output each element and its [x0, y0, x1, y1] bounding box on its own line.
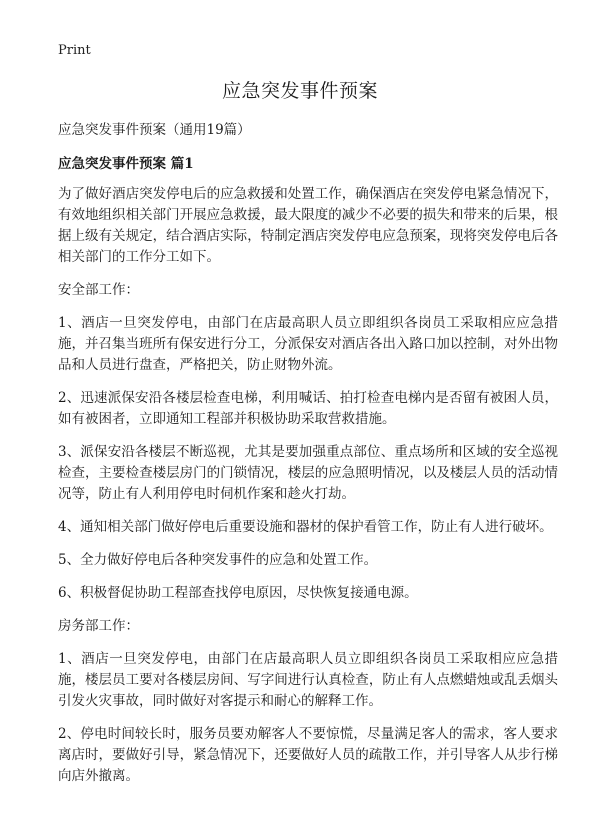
security-dept-heading: 安全部工作： [58, 282, 139, 298]
intro-paragraph: 为了做好酒店突发停电后的应急救援和处置工作，确保酒店在突发停电紧急情况下，有效地组织相关部门开展应急救援，最大限度的减少不必要的损失和带来的后果，根据上级有关规定，结合酒店实际，特制定酒店突发停电应急预案，现将突发停电后各相关部门的工作分工如下。 [58, 186, 558, 265]
security-item-2: 2、迅速派保安沿各楼层检查电梯，利用喊话、拍打检查电梯内是否留有被困人员，如有被困者，立即通知工程部并积极协助采取营救措施。 [58, 390, 558, 427]
housekeeping-item-1: 1、酒店一旦突发停电，由部门在店最高职人员立即组织各岗员工采取相应应急措施，楼层员工要对各楼层房间、写字间进行认真检查，防止有人点燃蜡烛或乱丢烟头引发火灾事故，同时做好对客提示和耐心的解释工作。 [58, 651, 558, 709]
document-body [58, 120, 558, 799]
security-item-6: 6、积极督促协助工程部查找停电原因，尽快恢复接通电源。 [58, 585, 418, 601]
document-title: 应急突发事件预案 [221, 80, 378, 102]
security-item-4: 4、通知相关部门做好停电后重要设施和器材的保护看管工作，防止有人进行破坏。 [58, 519, 553, 535]
housekeeping-item-2: 2、停电时间较长时，服务员要劝解客人不要惊慌，尽量满足客人的需求，客人要求离店时，要做好引导，紧急情况下，还要做好人员的疏散工作，并引导客人从步行梯向店外撤离。 [58, 726, 558, 784]
security-item-3: 3、派保安沿各楼层不断巡视，尤其是要加强重点部位、重点场所和区域的安全巡视检查，主要检查楼层房门的门锁情况，楼层的应急照明情况，以及楼层人员的活动情况等，防止有人利用停电时伺机作案和趁火打劫。 [58, 444, 558, 502]
document-subtitle: 应急突发事件预案（通用19篇） [58, 122, 251, 138]
security-item-1: 1、酒店一旦突发停电，由部门在店最高职人员立即组织各岗员工采取相应应急措施，并召集当班所有保安进行分工，分派保安对酒店各出入路口加以控制，对外出物品和人员进行盘查，严格把关，防止财物外流。 [58, 315, 558, 373]
print-label: Print [58, 43, 91, 58]
section-heading: 应急突发事件预案 篇1 [58, 156, 194, 172]
security-item-5: 5、全力做好停电后各种突发事件的应急和处置工作。 [58, 552, 378, 568]
housekeeping-dept-heading: 房务部工作： [58, 618, 139, 634]
